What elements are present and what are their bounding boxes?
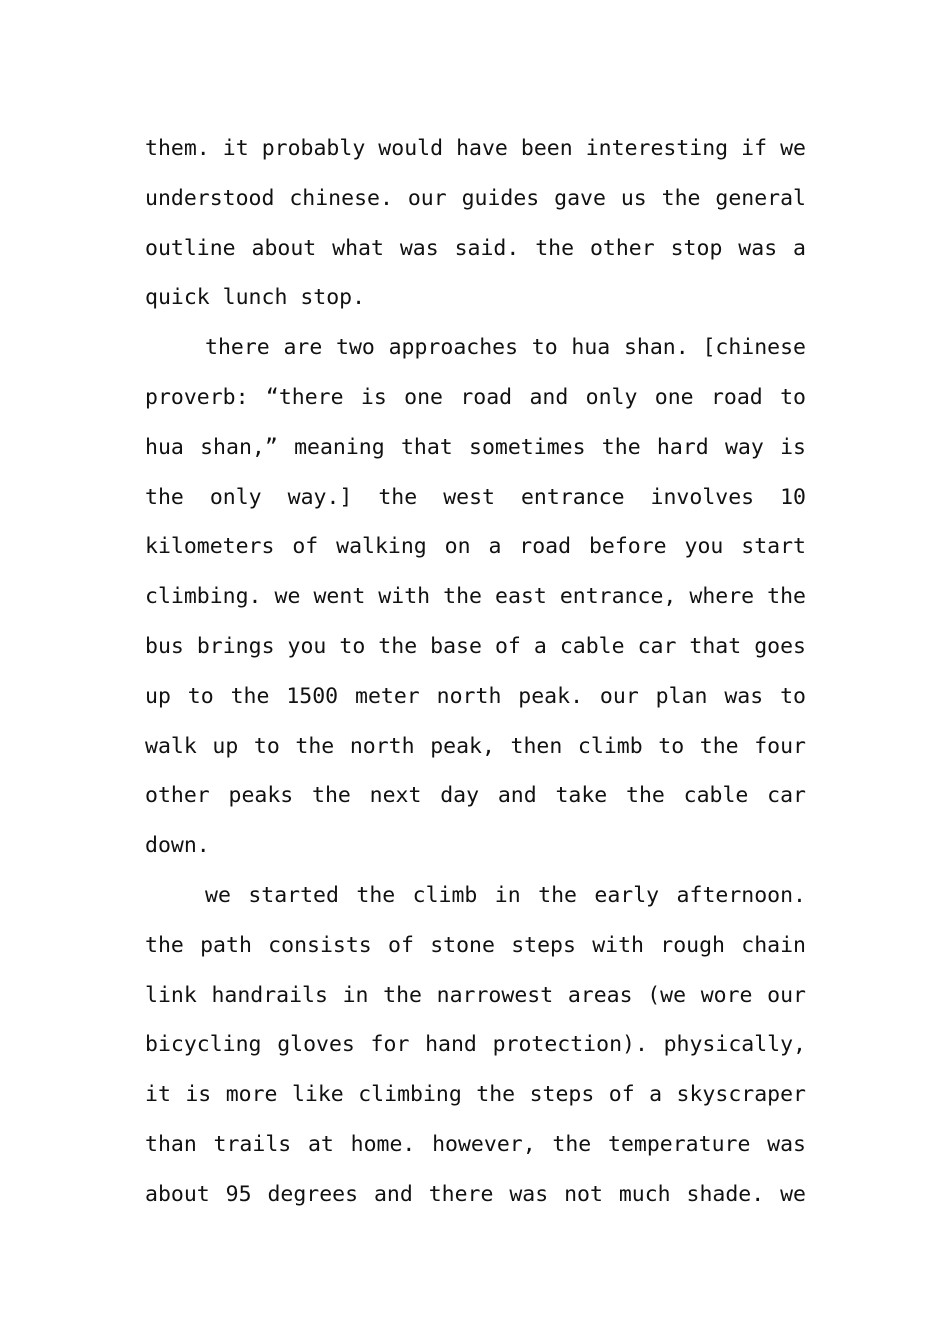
paragraph-hua-shan-approaches: there are two approaches to hua shan. [chinese proverb: “there is one road and only one road to hua shan,” meaning that sometimes the hard way is the only way.] the west entrance involves 10 kilometers of walking on a road before you start climbing. we went with the east entrance, where the bus brings you to the base of a cable car that goes up to the 1500 meter north peak. our plan was to walk up to the north peak, then climb to the four other peaks the next day and take the cable car down. [145,335,806,859]
document-body [145,124,806,1220]
paragraph-continuation: them. it probably would have been interesting if we understood chinese. our guides gave us the general outline about what was said. the other stop was a quick lunch stop. [145,136,806,311]
paragraph-climb-start: we started the climb in the early afternoon. the path consists of stone steps with rough chain link handrails in the narrowest areas (we wore our bicycling gloves for hand protection). physically, it is more like climbing the steps of a skyscraper than trails at home. however, the temperature was about 95 degrees and there was not much shade. we [145,882,806,1207]
